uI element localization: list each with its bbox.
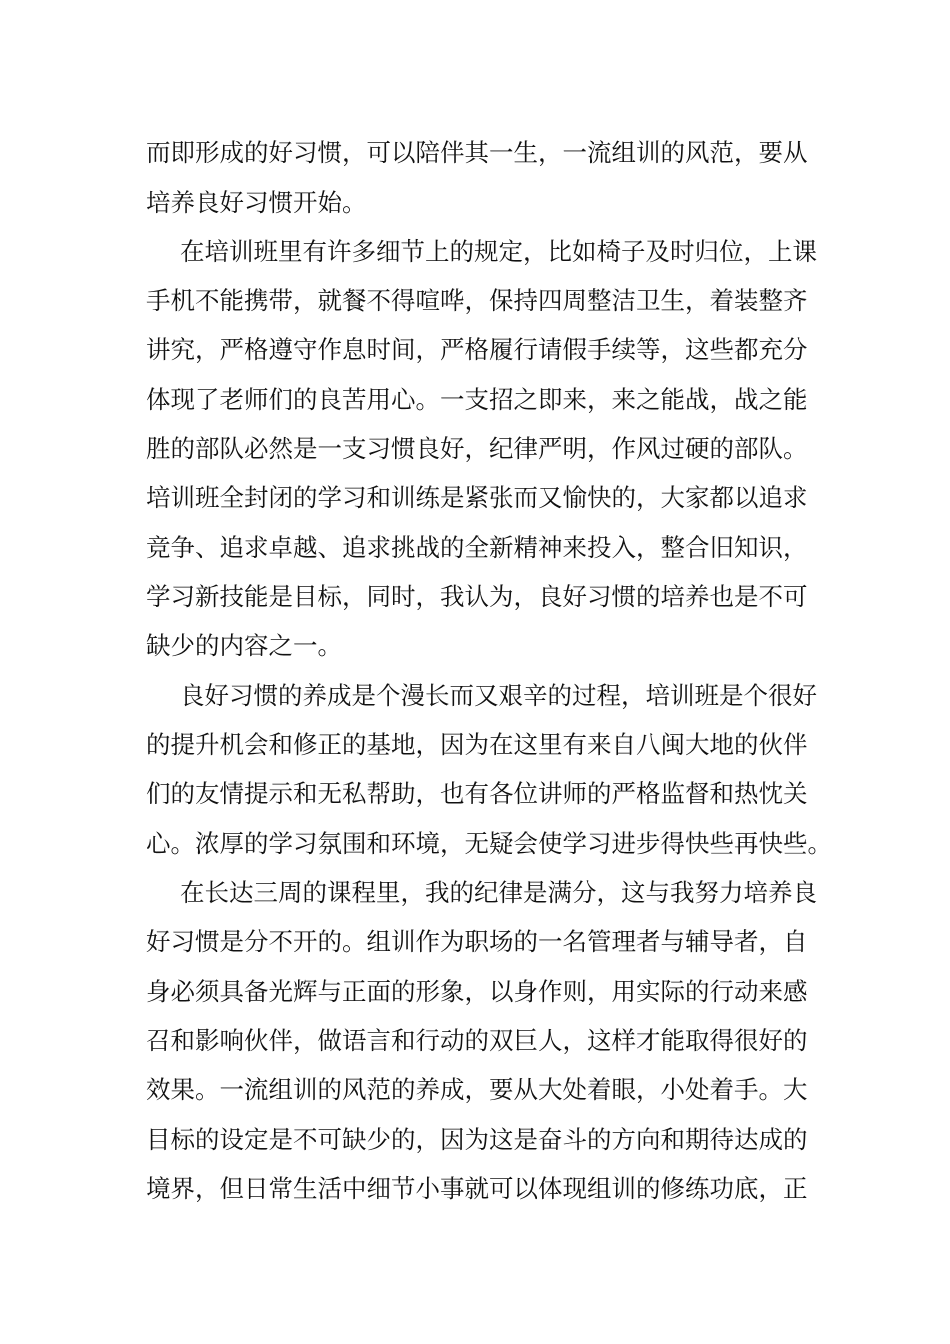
- text-line: 召和影响伙伴，做语言和行动的双巨人，这样才能取得很好的: [146, 1026, 808, 1055]
- text-line: 的提升机会和修正的基地，因为在这里有来自八闽大地的伙伴: [146, 730, 808, 759]
- text-line: 境界，但日常生活中细节小事就可以体现组训的修练功底，正: [146, 1174, 808, 1203]
- paragraph-first-line: 在培训班里有许多细节上的规定，比如椅子及时归位，上课: [180, 237, 817, 266]
- text-line: 目标的设定是不可缺少的，因为这是奋斗的方向和期待达成的: [146, 1125, 808, 1154]
- text-line: 胜的部队必然是一支习惯良好，纪律严明，作风过硬的部队。: [146, 434, 808, 463]
- text-line: 手机不能携带，就餐不得喧哗，保持四周整洁卫生，着装整齐: [146, 286, 808, 315]
- text-line: 而即形成的好习惯，可以陪伴其一生，一流组训的风范，要从: [146, 138, 808, 167]
- text-line: 身必须具备光辉与正面的形象，以身作则，用实际的行动来感: [146, 977, 808, 1006]
- paragraph-first-line: 良好习惯的养成是个漫长而又艰辛的过程，培训班是个很好: [180, 681, 817, 710]
- text-line: 体现了老师们的良苦用心。一支招之即来，来之能战，战之能: [146, 385, 808, 414]
- text-line: 心。浓厚的学习氛围和环境，无疑会使学习进步得快些再快些。: [146, 829, 832, 858]
- text-line: 竞争、追求卓越、追求挑战的全新精神来投入，整合旧知识，: [146, 533, 808, 562]
- text-line: 们的友情提示和无私帮助，也有各位讲师的严格监督和热忱关: [146, 779, 808, 808]
- text-line: 好习惯是分不开的。组训作为职场的一名管理者与辅导者，自: [146, 927, 808, 956]
- text-line: 讲究，严格遵守作息时间，严格履行请假手续等，这些都充分: [146, 335, 808, 364]
- text-line: 缺少的内容之一。: [146, 631, 342, 660]
- text-line: 效果。一流组训的风范的养成，要从大处着眼，小处着手。大: [146, 1075, 808, 1104]
- text-line: 培训班全封闭的学习和训练是紧张而又愉快的，大家都以追求: [146, 483, 808, 512]
- text-line: 培养良好习惯开始。: [146, 188, 367, 217]
- text-line: 学习新技能是目标，同时，我认为，良好习惯的培养也是不可: [146, 582, 808, 611]
- paragraph-first-line: 在长达三周的课程里，我的纪律是满分，这与我努力培养良: [180, 878, 817, 907]
